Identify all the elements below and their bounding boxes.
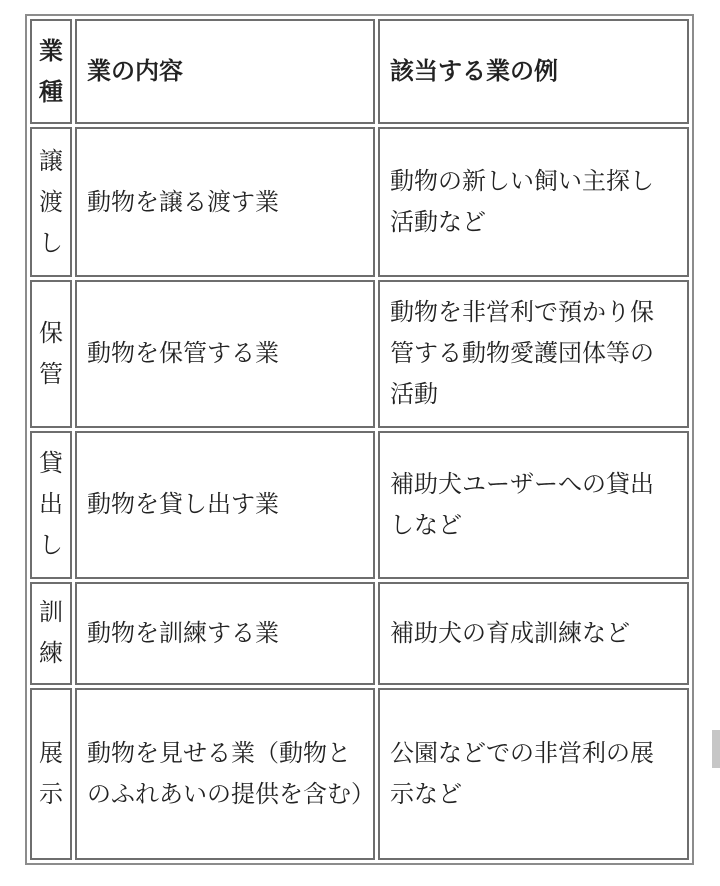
header-type [30, 19, 72, 124]
row-type [30, 280, 72, 428]
row-content: 動物を見せる業（動物とのふれあいの提供を含む） [75, 688, 375, 860]
row-type-char: 示 [39, 779, 63, 808]
row-type-char: 保 [39, 318, 63, 347]
row-type [30, 582, 72, 685]
row-type-char: 貸 [39, 449, 63, 478]
row-example: 補助犬ユーザーへの貸出しなど [378, 431, 689, 579]
row-type [30, 127, 72, 277]
row-type-char: 渡 [39, 187, 63, 216]
row-type-char: し [39, 531, 63, 560]
scroll-indicator[interactable] [712, 730, 720, 768]
row-type-char: 訓 [39, 598, 63, 627]
table-row [30, 280, 689, 428]
row-type-char: 出 [39, 490, 63, 519]
header-content: 業の内容 [75, 19, 375, 124]
header-type-char: 種 [39, 77, 63, 106]
business-type-table [25, 14, 694, 865]
row-type-char: 展 [39, 738, 63, 767]
table-row [30, 688, 689, 860]
row-content: 動物を保管する業 [75, 280, 375, 428]
table [27, 16, 692, 863]
row-type [30, 431, 72, 579]
row-type [30, 688, 72, 860]
row-content: 動物を譲る渡す業 [75, 127, 375, 277]
row-example: 補助犬の育成訓練など [378, 582, 689, 685]
row-example: 公園などでの非営利の展示など [378, 688, 689, 860]
row-type-char: 管 [39, 359, 63, 388]
row-type-char: し [39, 228, 63, 257]
table-row [30, 127, 689, 277]
row-type-char: 練 [39, 639, 63, 668]
header-type-char: 業 [39, 36, 63, 65]
table-header-row [30, 19, 689, 124]
row-example: 動物の新しい飼い主探し活動など [378, 127, 689, 277]
header-example: 該当する業の例 [378, 19, 689, 124]
table-row [30, 431, 689, 579]
row-type-char: 譲 [39, 146, 63, 175]
table-row [30, 582, 689, 685]
row-content: 動物を訓練する業 [75, 582, 375, 685]
row-content: 動物を貸し出す業 [75, 431, 375, 579]
row-example: 動物を非営利で預かり保管する動物愛護団体等の活動 [378, 280, 689, 428]
